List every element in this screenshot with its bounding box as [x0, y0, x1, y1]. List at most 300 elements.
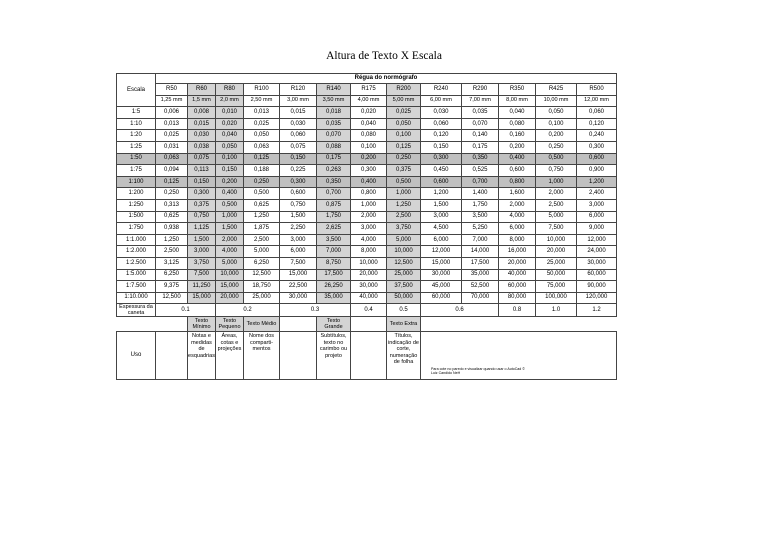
pen-value: 0.6 — [421, 304, 499, 317]
value-cell: 0,500 — [216, 199, 244, 211]
value-cell: 7,500 — [536, 223, 577, 235]
ruler-height: 3,50 mm — [317, 95, 351, 107]
value-cell: 1,250 — [244, 211, 280, 223]
value-cell: 0,250 — [536, 141, 577, 153]
pen-value: 1.0 — [536, 304, 577, 317]
scale-cell: 1:10 — [117, 118, 156, 130]
value-cell: 0,600 — [280, 188, 317, 200]
value-cell: 0,750 — [536, 165, 577, 177]
value-cell: 90,000 — [577, 281, 617, 293]
value-cell: 0,080 — [351, 130, 387, 142]
scale-row — [117, 199, 617, 211]
value-cell: 7,500 — [280, 257, 317, 269]
value-cell: 0,020 — [216, 118, 244, 130]
value-cell: 4,000 — [216, 246, 244, 258]
value-cell: 0,050 — [387, 118, 421, 130]
value-cell: 10,000 — [387, 246, 421, 258]
value-cell: 6,000 — [280, 246, 317, 258]
value-cell: 2,500 — [387, 211, 421, 223]
ruler-height: 1,5 mm — [188, 95, 216, 107]
value-cell: 0,070 — [462, 118, 499, 130]
value-cell: 2,625 — [317, 223, 351, 235]
value-cell: 12,500 — [387, 257, 421, 269]
value-cell: 1,200 — [577, 176, 617, 188]
ruler-height: 7,00 mm — [462, 95, 499, 107]
value-cell: 5,000 — [216, 257, 244, 269]
value-cell: 16,000 — [499, 246, 536, 258]
scale-row — [117, 211, 617, 223]
value-cell: 0,600 — [499, 165, 536, 177]
value-cell: 1,000 — [216, 211, 244, 223]
value-cell: 0,500 — [244, 188, 280, 200]
value-cell: 0,063 — [156, 153, 188, 165]
use-description: Subtítulos, texto no carimbo ou projeto — [317, 332, 351, 380]
value-cell: 0,200 — [351, 153, 387, 165]
value-cell: 0,160 — [499, 130, 536, 142]
value-cell: 20,000 — [536, 246, 577, 258]
value-cell: 12,500 — [156, 292, 188, 304]
value-cell: 25,000 — [536, 257, 577, 269]
value-cell: 12,000 — [421, 246, 462, 258]
ruler-name: R200 — [387, 84, 421, 96]
value-cell: 0,100 — [536, 118, 577, 130]
value-cell: 80,000 — [499, 292, 536, 304]
value-cell: 18,750 — [244, 281, 280, 293]
use-label: Uso — [117, 332, 156, 380]
use-category: Texto Grande — [317, 317, 351, 332]
value-cell: 0,150 — [421, 141, 462, 153]
value-cell: 0,450 — [421, 165, 462, 177]
value-cell: 5,250 — [462, 223, 499, 235]
value-cell: 0,015 — [188, 118, 216, 130]
value-cell: 70,000 — [462, 292, 499, 304]
value-cell: 4,000 — [351, 234, 387, 246]
note-line: Luiz Candido NeH — [431, 371, 461, 376]
scale-cell: 1:75 — [117, 165, 156, 177]
value-cell: 0,060 — [421, 118, 462, 130]
value-cell: 1,750 — [462, 199, 499, 211]
value-cell: 0,400 — [351, 176, 387, 188]
value-cell: 120,000 — [577, 292, 617, 304]
value-cell: 1,500 — [421, 199, 462, 211]
ruler-height: 2,50 mm — [244, 95, 280, 107]
value-cell: 0,800 — [499, 176, 536, 188]
value-cell: 1,500 — [216, 223, 244, 235]
value-cell: 2,250 — [280, 223, 317, 235]
value-cell: 25,000 — [387, 269, 421, 281]
value-cell: 40,000 — [499, 269, 536, 281]
value-cell: 3,125 — [156, 257, 188, 269]
value-cell: 0,800 — [351, 188, 387, 200]
value-cell: 0,050 — [536, 107, 577, 119]
value-cell: 7,500 — [188, 269, 216, 281]
use-empty-cell — [351, 332, 387, 380]
use-empty-cell — [280, 332, 317, 380]
value-cell: 6,000 — [577, 211, 617, 223]
scale-cell: 1:10.000 — [117, 292, 156, 304]
scale-cell: 1:500 — [117, 211, 156, 223]
value-cell: 10,000 — [351, 257, 387, 269]
value-cell: 0,600 — [577, 153, 617, 165]
value-cell: 0,030 — [280, 118, 317, 130]
ruler-height: 8,00 mm — [499, 95, 536, 107]
value-cell: 0,013 — [244, 107, 280, 119]
value-cell: 0,088 — [317, 141, 351, 153]
scale-row — [117, 292, 617, 304]
value-cell: 20,000 — [216, 292, 244, 304]
scale-cell: 1:25 — [117, 141, 156, 153]
value-cell: 30,000 — [280, 292, 317, 304]
ruler-name: R50 — [156, 84, 188, 96]
value-cell: 0,225 — [280, 165, 317, 177]
scale-cell: 1:2.000 — [117, 246, 156, 258]
pen-value: 0.4 — [351, 304, 387, 317]
value-cell: 0,500 — [387, 176, 421, 188]
use-label-spacer — [117, 317, 156, 332]
use-empty-cell — [156, 332, 188, 380]
value-cell: 0,008 — [188, 107, 216, 119]
scale-cell: 1:2.500 — [117, 257, 156, 269]
pen-value: 0.2 — [216, 304, 280, 317]
value-cell: 0,375 — [387, 165, 421, 177]
value-cell: 1,400 — [462, 188, 499, 200]
value-cell: 0,113 — [188, 165, 216, 177]
value-cell: 0,375 — [188, 199, 216, 211]
value-cell: 0,025 — [387, 107, 421, 119]
value-cell: 30,000 — [421, 269, 462, 281]
value-cell: 0,050 — [244, 130, 280, 142]
value-cell: 1,500 — [188, 234, 216, 246]
value-cell: 0,015 — [280, 107, 317, 119]
value-cell: 0,200 — [216, 176, 244, 188]
value-cell: 15,000 — [188, 292, 216, 304]
value-cell: 6,250 — [244, 257, 280, 269]
value-cell: 0,035 — [317, 118, 351, 130]
value-cell: 0,240 — [577, 130, 617, 142]
scale-cell: 1:1.000 — [117, 234, 156, 246]
value-cell: 2,500 — [156, 246, 188, 258]
ruler-height: 6,00 mm — [421, 95, 462, 107]
value-cell: 35,000 — [462, 269, 499, 281]
value-cell: 2,000 — [351, 211, 387, 223]
value-cell: 0,938 — [156, 223, 188, 235]
value-cell: 0,600 — [421, 176, 462, 188]
value-cell: 1,250 — [387, 199, 421, 211]
value-cell: 0,060 — [280, 130, 317, 142]
value-cell: 40,000 — [351, 292, 387, 304]
use-category: Texto Mínimo — [188, 317, 216, 332]
value-cell: 0,700 — [462, 176, 499, 188]
value-cell: 0,120 — [421, 130, 462, 142]
value-cell: 0,350 — [317, 176, 351, 188]
value-cell: 24,000 — [577, 246, 617, 258]
value-cell: 8,000 — [351, 246, 387, 258]
value-cell: 26,250 — [317, 281, 351, 293]
value-cell: 0,150 — [188, 176, 216, 188]
value-cell: 35,000 — [317, 292, 351, 304]
scale-row — [117, 153, 617, 165]
value-cell: 9,000 — [577, 223, 617, 235]
ruler-height: 1,25 mm — [156, 95, 188, 107]
use-category: Texto Médio — [244, 317, 280, 332]
use-spacer — [156, 317, 188, 332]
value-cell: 1,750 — [317, 211, 351, 223]
use-description: Áreas, cotas e projeções — [216, 332, 244, 380]
value-cell: 0,750 — [280, 199, 317, 211]
scale-cell: 1:750 — [117, 223, 156, 235]
scale-cell: 1:5.000 — [117, 269, 156, 281]
value-cell: 0,100 — [216, 153, 244, 165]
value-cell: 0,080 — [499, 118, 536, 130]
ruler-height: 5,00 mm — [387, 95, 421, 107]
value-cell: 0,035 — [462, 107, 499, 119]
value-cell: 9,375 — [156, 281, 188, 293]
value-cell: 0,300 — [351, 165, 387, 177]
value-cell: 0,070 — [317, 130, 351, 142]
value-cell: 3,750 — [188, 257, 216, 269]
value-cell: 12,500 — [244, 269, 280, 281]
value-cell: 2,000 — [536, 188, 577, 200]
ruler-height: 12,00 mm — [577, 95, 617, 107]
value-cell: 1,500 — [280, 211, 317, 223]
note-line: Para cote no paredo e visualizar quando usar o AutoCad © — [431, 366, 525, 371]
value-cell: 4,500 — [421, 223, 462, 235]
value-cell: 0,625 — [156, 211, 188, 223]
value-cell: 45,000 — [421, 281, 462, 293]
value-cell: 3,750 — [387, 223, 421, 235]
value-cell: 5,000 — [387, 234, 421, 246]
author-note — [421, 332, 617, 380]
value-cell: 0,263 — [317, 165, 351, 177]
value-cell: 1,000 — [536, 176, 577, 188]
value-cell: 0,125 — [387, 141, 421, 153]
value-cell: 0,094 — [156, 165, 188, 177]
scale-row — [117, 107, 617, 119]
pen-value: 0.5 — [387, 304, 421, 317]
pen-value: 0.1 — [156, 304, 216, 317]
value-cell: 3,000 — [188, 246, 216, 258]
pen-value: 0.3 — [280, 304, 351, 317]
value-cell: 60,000 — [499, 281, 536, 293]
ruler-name: R60 — [188, 84, 216, 96]
value-cell: 52,500 — [462, 281, 499, 293]
use-description: Nome dos comparti- mentos — [244, 332, 280, 380]
value-cell: 6,250 — [156, 269, 188, 281]
value-cell: 0,400 — [499, 153, 536, 165]
use-category: Texto Pequeno — [216, 317, 244, 332]
value-cell: 0,250 — [387, 153, 421, 165]
value-cell: 0,125 — [244, 153, 280, 165]
value-cell: 15,000 — [216, 281, 244, 293]
ruler-title: Régua do normógrafo — [156, 74, 617, 84]
value-cell: 1,000 — [351, 199, 387, 211]
ruler-name: R350 — [499, 84, 536, 96]
ruler-name: R80 — [216, 84, 244, 96]
scale-cell: 1:7.500 — [117, 281, 156, 293]
value-cell: 50,000 — [387, 292, 421, 304]
value-cell: 5,000 — [244, 246, 280, 258]
ruler-name: R120 — [280, 84, 317, 96]
value-cell: 0,100 — [387, 130, 421, 142]
use-spacer — [280, 317, 317, 332]
value-cell: 0,063 — [244, 141, 280, 153]
value-cell: 0,300 — [280, 176, 317, 188]
value-cell: 0,030 — [421, 107, 462, 119]
ruler-name: R240 — [421, 84, 462, 96]
value-cell: 0,750 — [188, 211, 216, 223]
scale-cell: 1:200 — [117, 188, 156, 200]
value-cell: 3,500 — [462, 211, 499, 223]
value-cell: 1,000 — [387, 188, 421, 200]
value-cell: 50,000 — [536, 269, 577, 281]
ruler-name: R500 — [577, 84, 617, 96]
value-cell: 5,000 — [536, 211, 577, 223]
scale-cell: 1:5 — [117, 107, 156, 119]
pen-label: Espessura da caneta — [117, 304, 156, 317]
value-cell: 0,100 — [351, 141, 387, 153]
value-cell: 30,000 — [351, 281, 387, 293]
value-cell: 0,250 — [244, 176, 280, 188]
value-cell: 3,500 — [317, 234, 351, 246]
value-cell: 0,700 — [317, 188, 351, 200]
value-cell: 0,400 — [216, 188, 244, 200]
value-cell: 1,250 — [156, 234, 188, 246]
value-cell: 3,000 — [351, 223, 387, 235]
value-cell: 60,000 — [421, 292, 462, 304]
value-cell: 0,188 — [244, 165, 280, 177]
value-cell: 37,500 — [387, 281, 421, 293]
value-cell: 0,300 — [577, 141, 617, 153]
value-cell: 0,900 — [577, 165, 617, 177]
value-cell: 0,313 — [156, 199, 188, 211]
scale-row — [117, 269, 617, 281]
value-cell: 0,025 — [156, 130, 188, 142]
value-cell: 0,300 — [421, 153, 462, 165]
ruler-height: 4,00 mm — [351, 95, 387, 107]
scale-rows — [117, 107, 617, 304]
value-cell: 6,000 — [421, 234, 462, 246]
value-cell: 22,500 — [280, 281, 317, 293]
value-cell: 0,013 — [156, 118, 188, 130]
value-cell: 0,075 — [188, 153, 216, 165]
ruler-height: 10,00 mm — [536, 95, 577, 107]
ruler-name: R140 — [317, 84, 351, 96]
value-cell: 0,018 — [317, 107, 351, 119]
value-cell: 0,175 — [317, 153, 351, 165]
scale-row — [117, 246, 617, 258]
ruler-name: R100 — [244, 84, 280, 96]
value-cell: 0,525 — [462, 165, 499, 177]
value-cell: 0,040 — [216, 130, 244, 142]
value-cell: 4,000 — [499, 211, 536, 223]
value-cell: 0,200 — [499, 141, 536, 153]
value-cell: 0,010 — [216, 107, 244, 119]
value-cell: 0,500 — [536, 153, 577, 165]
value-cell: 0,140 — [462, 130, 499, 142]
scale-row — [117, 165, 617, 177]
scale-cell: 1:50 — [117, 153, 156, 165]
value-cell: 0,025 — [244, 118, 280, 130]
value-cell: 1,200 — [421, 188, 462, 200]
scale-row — [117, 281, 617, 293]
value-cell: 20,000 — [351, 269, 387, 281]
scale-cell: 1:100 — [117, 176, 156, 188]
value-cell: 0,006 — [156, 107, 188, 119]
value-cell: 1,125 — [188, 223, 216, 235]
pen-value: 1.2 — [577, 304, 617, 317]
value-cell: 0,120 — [577, 118, 617, 130]
value-cell: 0,250 — [156, 188, 188, 200]
text-height-table — [116, 73, 617, 380]
ruler-height: 2,0 mm — [216, 95, 244, 107]
ruler-height-row — [117, 95, 617, 107]
value-cell: 15,000 — [421, 257, 462, 269]
value-cell: 0,038 — [188, 141, 216, 153]
value-cell: 0,060 — [577, 107, 617, 119]
value-cell: 0,040 — [499, 107, 536, 119]
value-cell: 60,000 — [577, 269, 617, 281]
value-cell: 100,000 — [536, 292, 577, 304]
scale-row — [117, 234, 617, 246]
value-cell: 0,300 — [188, 188, 216, 200]
value-cell: 12,000 — [577, 234, 617, 246]
use-spacer — [421, 317, 617, 332]
value-cell: 8,750 — [317, 257, 351, 269]
use-category: Texto Extra — [387, 317, 421, 332]
value-cell: 6,000 — [499, 223, 536, 235]
value-cell: 1,875 — [244, 223, 280, 235]
value-cell: 8,000 — [499, 234, 536, 246]
value-cell: 2,000 — [216, 234, 244, 246]
value-cell: 30,000 — [577, 257, 617, 269]
use-spacer — [351, 317, 387, 332]
ruler-height: 3,00 mm — [280, 95, 317, 107]
value-cell: 15,000 — [280, 269, 317, 281]
scale-row — [117, 141, 617, 153]
value-cell: 0,150 — [280, 153, 317, 165]
value-cell: 11,250 — [188, 281, 216, 293]
scale-cell: 1:20 — [117, 130, 156, 142]
ruler-name: R425 — [536, 84, 577, 96]
ruler-name: R175 — [351, 84, 387, 96]
scale-cell: 1:250 — [117, 199, 156, 211]
scale-row — [117, 257, 617, 269]
value-cell: 17,500 — [317, 269, 351, 281]
value-cell: 0,200 — [536, 130, 577, 142]
value-cell: 2,500 — [536, 199, 577, 211]
use-description: Títulos, indicação de corte, numeração de folha — [387, 332, 421, 380]
value-cell: 10,000 — [216, 269, 244, 281]
use-description: Notas e medidas de esquadrias — [188, 332, 216, 380]
value-cell: 3,000 — [577, 199, 617, 211]
value-cell: 0,030 — [188, 130, 216, 142]
value-cell: 7,000 — [317, 246, 351, 258]
value-cell: 3,000 — [280, 234, 317, 246]
value-cell: 75,000 — [536, 281, 577, 293]
value-cell: 2,000 — [499, 199, 536, 211]
scale-row — [117, 188, 617, 200]
value-cell: 20,000 — [499, 257, 536, 269]
value-cell: 14,000 — [462, 246, 499, 258]
value-cell: 0,020 — [351, 107, 387, 119]
value-cell: 3,000 — [421, 211, 462, 223]
value-cell: 0,175 — [462, 141, 499, 153]
value-cell: 0,075 — [280, 141, 317, 153]
value-cell: 0,625 — [244, 199, 280, 211]
scale-row — [117, 176, 617, 188]
value-cell: 1,600 — [499, 188, 536, 200]
scale-header: Escala — [117, 74, 156, 107]
